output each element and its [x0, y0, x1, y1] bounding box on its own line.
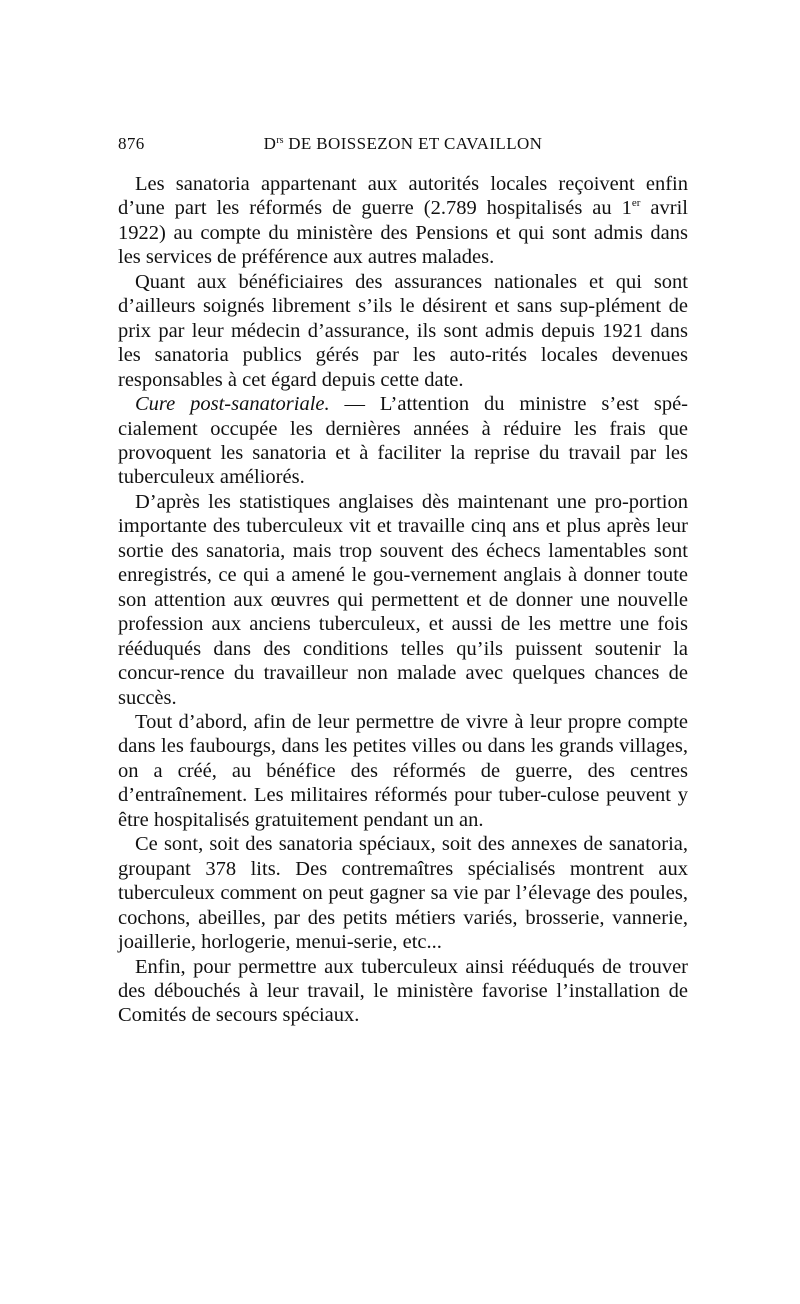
paragraph-text: — L’attention du ministre s’est spé-cialement occupée les dernières années à réduire les frais que provoquent les sanatoria et à faciliter la reprise du travail par les tuberculeux améliorés.: [118, 393, 688, 489]
running-title-authors: DE BOISSEZON ET CAVAILLON: [283, 134, 543, 153]
paragraph-special-sanatoria: Ce sont, soit des sanatoria spéciaux, soit des annexes de sanatoria, groupant 378 lits. Des contremaîtres spécialisés montrent aux tuberculeux comment on peut gagner sa vie par l’élevage des poules, cochons, abeilles, par des petits métiers variés, brosserie, vannerie, joaillerie, horlogerie, menui-serie, etc...: [118, 833, 688, 954]
paragraph-text: avril 1922) au compte du ministère des Pensions et qui sont admis dans les services de préférence aux autres malades.: [118, 197, 688, 269]
paragraph-post-sanatorium-cure: [118, 392, 688, 490]
running-title-prefix: D: [263, 134, 277, 153]
body-text: [118, 172, 688, 1028]
paragraph-training-centres: Tout d’abord, afin de leur permettre de vivre à leur propre compte dans les faubourgs, dans les petites villes ou dans les grands villages, on a créé, au bénéfice des réformés de guerre, des centres d’entraînement. Les militaires réformés pour tuber-culose peuvent y être hospitalisés gratuitement pendant un an.: [118, 710, 688, 831]
paragraph-text: Les sanatoria appartenant aux autorités locales reçoivent enfin d’une part les réformés de guerre (2.789 hospitalisés au 1: [118, 173, 688, 220]
running-title-prefix-superscript: rs: [276, 135, 284, 146]
section-lead-heading: Cure post-sanatoriale.: [135, 393, 330, 416]
paragraph-english-statistics: D’après les statistiques anglaises dès maintenant une pro-portion importante des tuberculeux vit et travaille cinq ans et plus après leur sortie des sanatoria, mais trop souvent des échecs lamentables sont enregistrés, ce qui a amené le gou-vernement anglais à donner toute son attention aux œuvres qui permettent et de donner une nouvelle profession aux anciens tuberculeux, et aussi de les mettre une fois rééduqués dans des conditions telles qu’ils puissent soutenir la concur-rence du travailleur non malade avec quelques chances de succès.: [118, 490, 688, 709]
paragraph-national-insurance: Quant aux bénéficiaires des assurances nationales et qui sont d’ailleurs soignés librement s’ils le désirent et sans sup-plément de prix par leur médecin d’assurance, ils sont admis depuis 1921 dans les sanatoria publics gérés par les auto-rités locales devenues responsables à cet égard depuis cette date.: [118, 270, 688, 391]
paragraph-relief-committees: Enfin, pour permettre aux tuberculeux ainsi rééduqués de trouver des débouchés à leur travail, le ministère favorise l’installation de Comités de secours spéciaux.: [118, 955, 688, 1027]
ordinal-superscript: er: [631, 197, 641, 210]
page-number: 876: [118, 134, 145, 153]
paragraph-sanatoria-local-authorities: [118, 172, 688, 270]
running-head: [118, 134, 688, 160]
running-title: [118, 134, 688, 154]
